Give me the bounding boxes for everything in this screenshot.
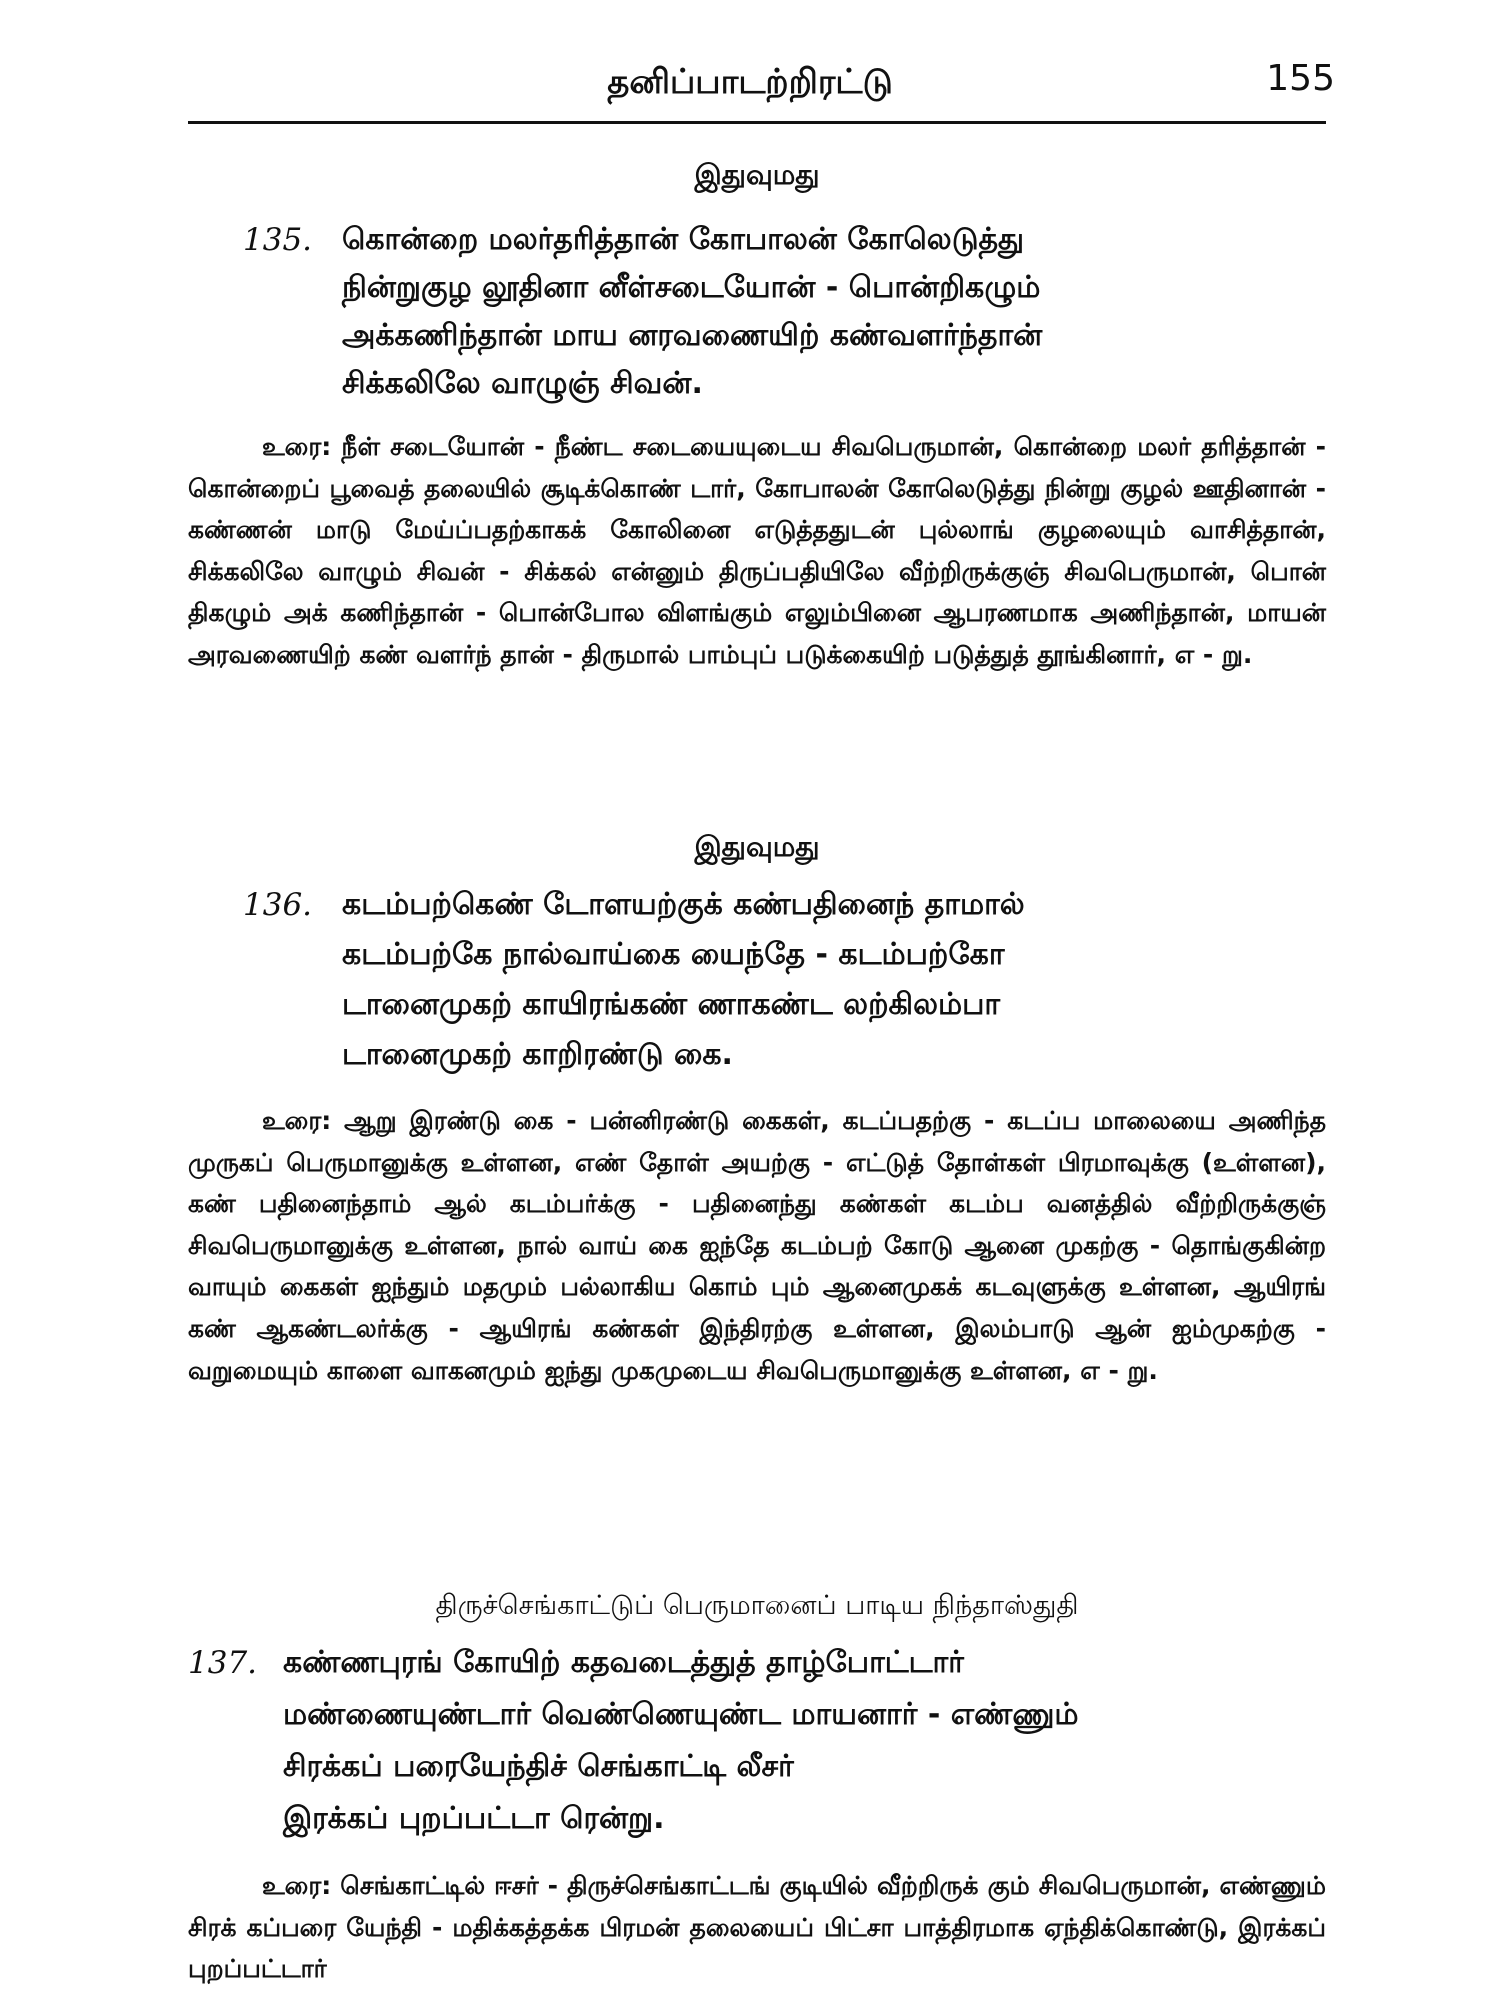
verse-line: சிக்கலிலே வாழுஞ் சிவன். — [342, 366, 703, 401]
verse-line: மண்ணையுண்டார் வெண்ணெயுண்ட மாயனார் - எண்ணும் — [283, 1697, 1079, 1732]
section-title: இதுவுமது — [694, 158, 820, 191]
verse-line: கண்ணபுரங் கோயிற் கதவடைத்துத் தாழ்போட்டார் — [283, 1645, 964, 1680]
section-title: இதுவுமது — [694, 830, 820, 863]
verse-line: டானைமுகற் காறிரண்டு கை. — [342, 1037, 733, 1072]
verse-line: கடம்பற்கே நால்வாய்கை யைந்தே - கடம்பற்கோ — [342, 937, 1005, 972]
verse-number: 137. — [188, 1645, 258, 1681]
verse-number: 136. — [243, 887, 313, 923]
verse-line: இரக்கப் புறப்பட்டா ரென்று. — [283, 1801, 665, 1836]
verse-number: 135. — [243, 222, 313, 258]
commentary-paragraph: உரை: நீள் சடையோன் - நீண்ட சடையையுடைய சிவபெருமான், கொன்றை மலர் தரித்தான் - கொன்றைப் பூவைத் தலையில் சூடிக்கொண் டார், கோபாலன் கோலெடுத்து நின்று குழல் ஊதினான் - கண்ணன் மாடு மேய்ப்பதற்காகக் கோலினை எடுத்ததுடன் புல்லாங் குழலையும் வாசித்தான், சிக்கலிலே வாழும் சிவன் - சிக்கல் என்னும் திருப்பதியிலே வீற்றிருக்குஞ் சிவபெருமான், பொன் திகழும் அக் கணிந்தான் - பொன்போல விளங்கும் எலும்பினை ஆபரணமாக அணிந்தான், மாயன் அரவணையிற் கண் வளர்ந் தான் - திருமால் பாம்புப் படுக்கையிற் படுத்துத் தூங்கினார், எ - று. — [188, 432, 1326, 669]
commentary-paragraph: உரை: செங்காட்டில் ஈசர் - திருச்செங்காட்டங் குடியில் வீற்றிருக் கும் சிவபெருமான், எண்ணும் சிரக் கப்பரை யேந்தி - மதிக்கத்தக்க பிரமன் தலையைப் பிட்சா பாத்திரமாக ஏந்திக்கொண்டு, இரக்கப் புறப்பட்டார் — [188, 1871, 1326, 1984]
commentary-paragraph: உரை: ஆறு இரண்டு கை - பன்னிரண்டு கைகள், கடப்பதற்கு - கடப்ப மாலையை அணிந்த முருகப் பெருமானுக்கு உள்ளன, எண் தோள் அயற்கு - எட்டுத் தோள்கள் பிரமாவுக்கு (உள்ளன), கண் பதினைந்தாம் ஆல் கடம்பர்க்கு - பதினைந்து கண்கள் கடம்ப வனத்தில் வீற்றிருக்குஞ் சிவபெருமானுக்கு உள்ளன, நால் வாய் கை ஐந்தே கடம்பற் கோடு ஆனை முகற்கு - தொங்குகின்ற வாயும் கைகள் ஐந்தும் மதமும் பல்லாகிய கொம் பும் ஆனைமுகக் கடவுளுக்கு உள்ளன, ஆயிரங் கண் ஆகண்டலர்க்கு - ஆயிரங் கண்கள் இந்திரற்கு உள்ளன, இலம்பாடு ஆன் ஐம்முகற்கு - வறுமையும் காளை வாகனமும் ஐந்து முகமுடைய சிவபெருமானுக்கு உள்ளன, எ - று. — [188, 1106, 1326, 1385]
page-number: 155 — [1266, 58, 1335, 99]
header-rule — [188, 121, 1326, 124]
verse-line: கடம்பற்கெண் டோளயற்குக் கண்பதினைந் தாமால் — [342, 887, 1025, 922]
running-header-title: தனிப்பாடற்றிரட்டு — [607, 62, 893, 102]
verse-line: அக்கணிந்தான் மாய னரவணையிற் கண்வளர்ந்தான் — [342, 318, 1043, 353]
verse-line: டானைமுகற் காயிரங்கண் ணாகண்ட லற்கிலம்பா — [342, 987, 1001, 1022]
verse-line: நின்றுகுழ லூதினா னீள்சடையோன் - பொன்றிகழும் — [342, 270, 1041, 305]
section-title: திருச்செங்காட்டுப் பெருமானைப் பாடிய நிந்தாஸ்துதி — [435, 1590, 1079, 1621]
verse-line: கொன்றை மலர்தரித்தான் கோபாலன் கோலெடுத்து — [342, 222, 1025, 257]
verse-line: சிரக்கப் பரையேந்திச் செங்காட்டி லீசர் — [283, 1749, 794, 1784]
